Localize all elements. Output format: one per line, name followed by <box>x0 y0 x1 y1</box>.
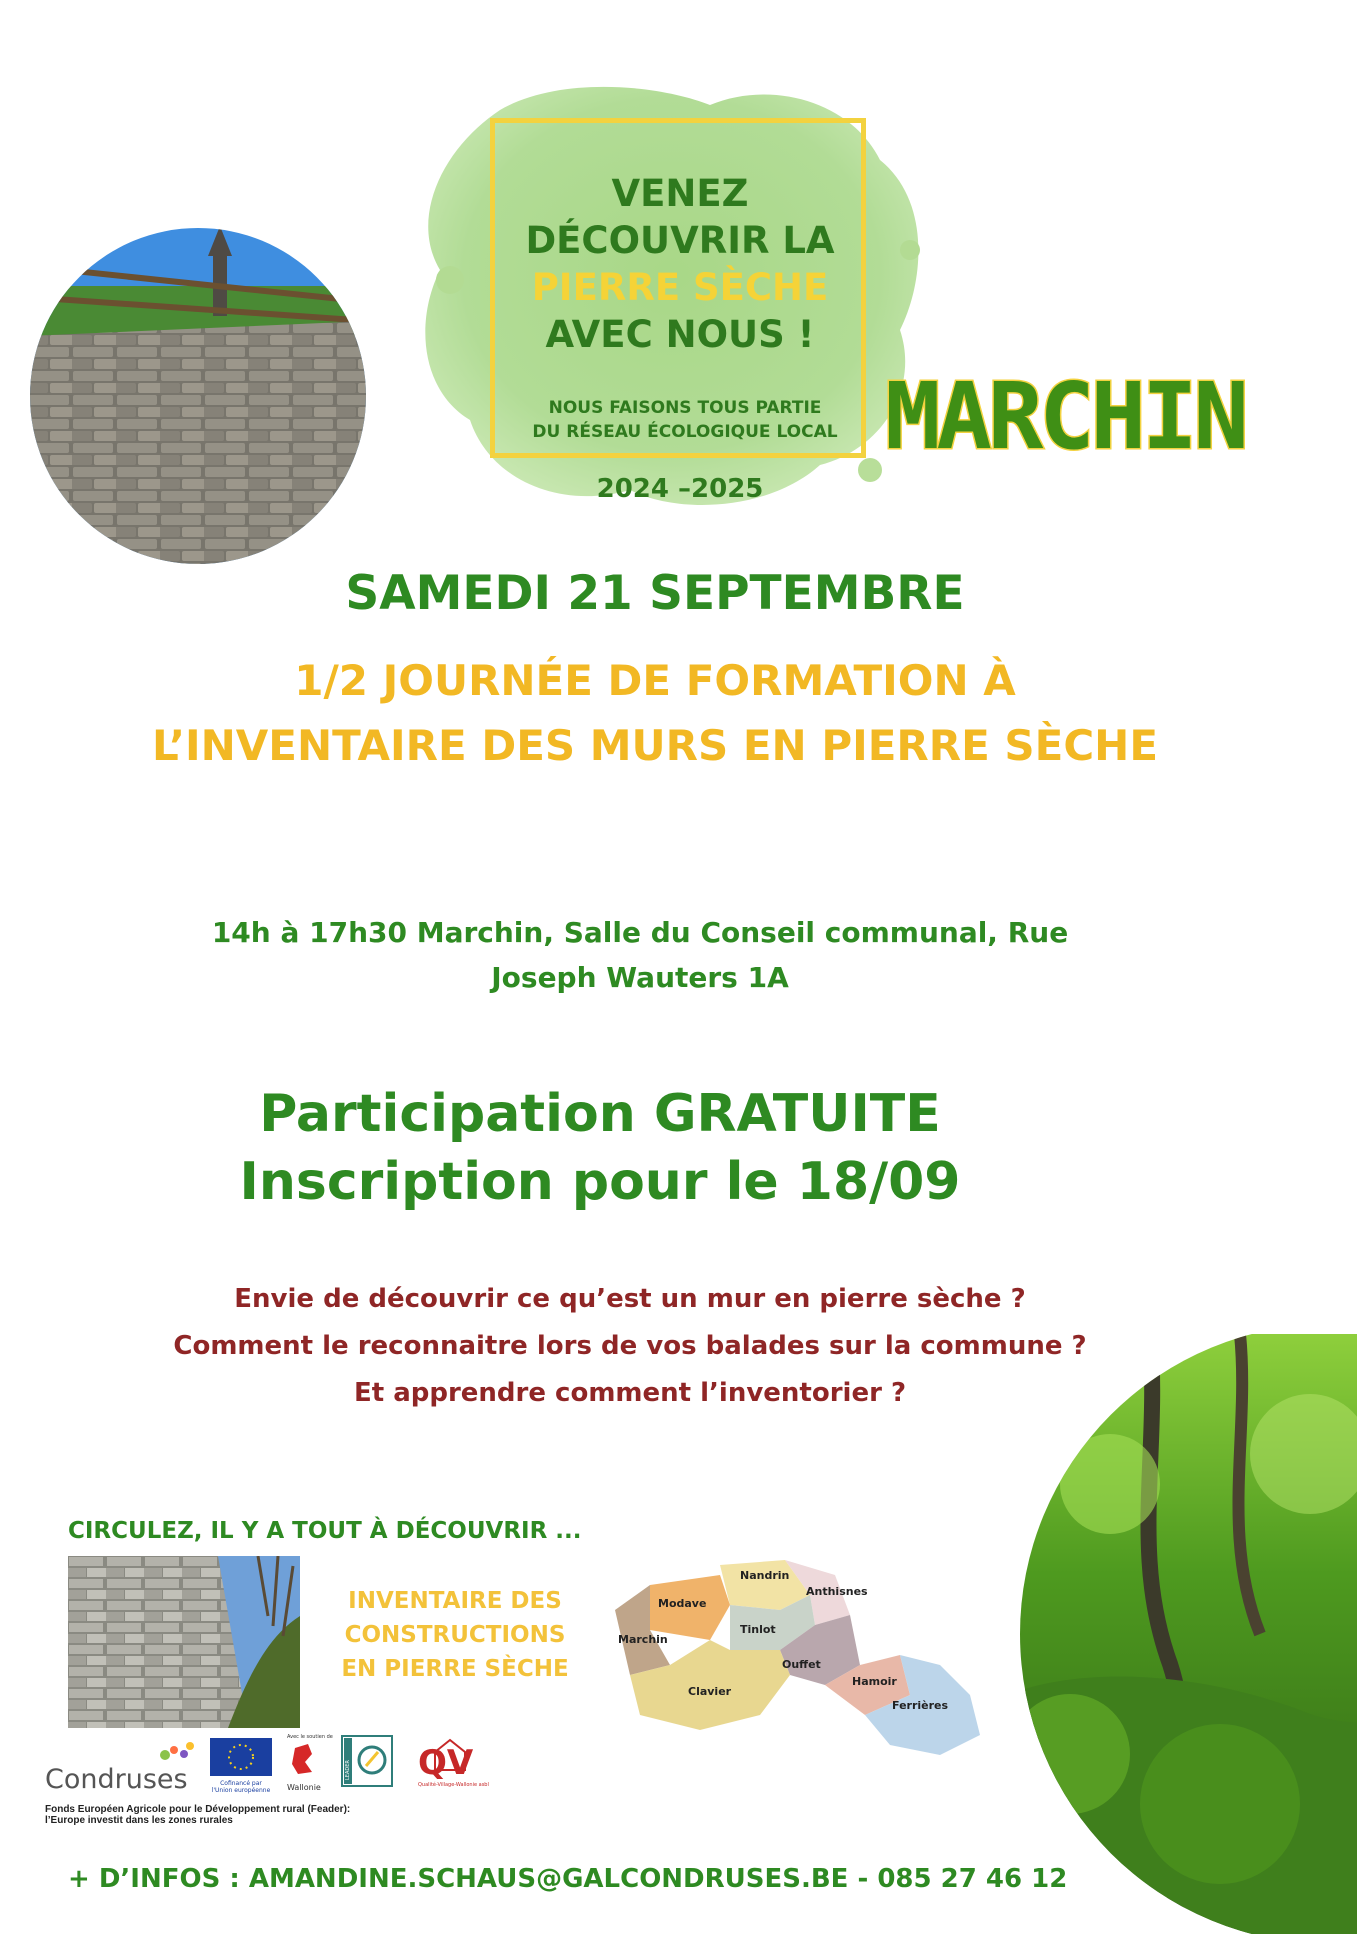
hero-title-highlight: PIERRE SÈCHE <box>531 266 829 309</box>
time-place-line: 14h à 17h30 Marchin, Salle du Conseil communal, Rue <box>211 916 1069 949</box>
hero-title-line: VENEZ <box>611 172 749 215</box>
condruses-logo <box>45 1742 194 1795</box>
map-label-ferrières: Ferrières <box>892 1699 949 1712</box>
svg-text:Condruses: Condruses <box>45 1764 188 1795</box>
map-label-ouffet: Ouffet <box>782 1658 821 1671</box>
event-date: SAMEDI 21 SEPTEMBRE <box>345 566 965 621</box>
qv-logo <box>418 1740 489 1788</box>
hero-subtitle-line: NOUS FAISONS TOUS PARTIE <box>548 398 822 418</box>
map-label-clavier: Clavier <box>688 1685 732 1698</box>
hero-years: 2024 –2025 <box>596 474 764 504</box>
map-label-anthisnes: Anthisnes <box>806 1585 868 1598</box>
svg-text:QV: QV <box>418 1743 474 1783</box>
participation-text: Participation GRATUITE <box>259 1084 941 1144</box>
question-line: Comment le reconnaitre lors de vos balades sur la commune ? <box>173 1331 1087 1361</box>
formation-line: L’INVENTAIRE DES MURS EN PIERRE SÈCHE <box>151 721 1159 770</box>
inventaire-label <box>330 1584 580 1686</box>
inventaire-line: EN PIERRE SÈCHE <box>341 1656 569 1682</box>
svg-text:Wallonie: Wallonie <box>287 1783 321 1792</box>
contact-info: + D’INFOS : AMANDINE.SCHAUS@GALCONDRUSES.BE - 085 27 46 12 <box>68 1864 1068 1894</box>
map-label-nandrin: Nandrin <box>740 1569 790 1582</box>
hero-subtitle <box>520 396 850 444</box>
wall-detail-photo <box>68 1556 300 1728</box>
svg-text:LEADER: LEADER <box>345 1760 351 1780</box>
hero-subtitle-line: DU RÉSEAU ÉCOLOGIQUE LOCAL <box>532 422 838 442</box>
feader-line: l’Europe investit dans les zones rurales <box>45 1815 233 1826</box>
svg-text:Qualité-Village-Wallonie asbl: Qualité-Village-Wallonie asbl <box>418 1782 489 1788</box>
question-line: Et apprendre comment l’inventorier ? <box>353 1378 907 1408</box>
communes-map <box>610 1555 1010 1785</box>
circulez-heading: CIRCULEZ, IL Y A TOUT À DÉCOUVRIR ... <box>68 1518 582 1544</box>
forest-photo <box>1010 1334 1357 1934</box>
feader-line: Fonds Européen Agricole pour le Développement rural (Feader): <box>45 1804 351 1815</box>
time-place <box>100 910 1180 1000</box>
inventaire-line: CONSTRUCTIONS <box>344 1622 566 1648</box>
hero-title-line: AVEC NOUS ! <box>545 313 815 356</box>
inscription-text: Inscription pour le 18/09 <box>239 1152 961 1212</box>
map-label-modave: Modave <box>658 1597 707 1610</box>
svg-text:Avec le soutien de: Avec le soutien de <box>287 1734 333 1740</box>
wallonie-logo <box>287 1734 333 1792</box>
leader-logo <box>342 1736 392 1786</box>
formation-line: 1/2 JOURNÉE DE FORMATION À <box>294 656 1016 705</box>
svg-text:Cofinancé par: Cofinancé par <box>220 1780 262 1787</box>
map-label-hamoir: Hamoir <box>852 1675 897 1688</box>
time-place-line: Joseph Wauters 1A <box>491 961 789 994</box>
participation-block <box>200 1080 1000 1216</box>
map-label-marchin: Marchin <box>618 1633 668 1646</box>
inventaire-line: INVENTAIRE DES <box>348 1588 562 1614</box>
question-line: Envie de découvrir ce qu’est un mur en pierre sèche ? <box>234 1284 1026 1314</box>
partner-logos <box>40 1730 600 1810</box>
feader-notice <box>45 1804 565 1826</box>
hero-title-line: DÉCOUVRIR LA <box>525 219 835 262</box>
marchin-text: MARCHIN <box>885 368 1245 468</box>
marchin-logo <box>855 368 1275 468</box>
stone-wall-photo <box>28 226 368 566</box>
formation-title <box>80 648 1230 778</box>
eu-logo <box>210 1738 272 1794</box>
svg-text:l'Union européenne: l'Union européenne <box>211 1787 271 1794</box>
map-label-tinlot: Tinlot <box>740 1623 776 1636</box>
hero-title <box>470 170 890 358</box>
